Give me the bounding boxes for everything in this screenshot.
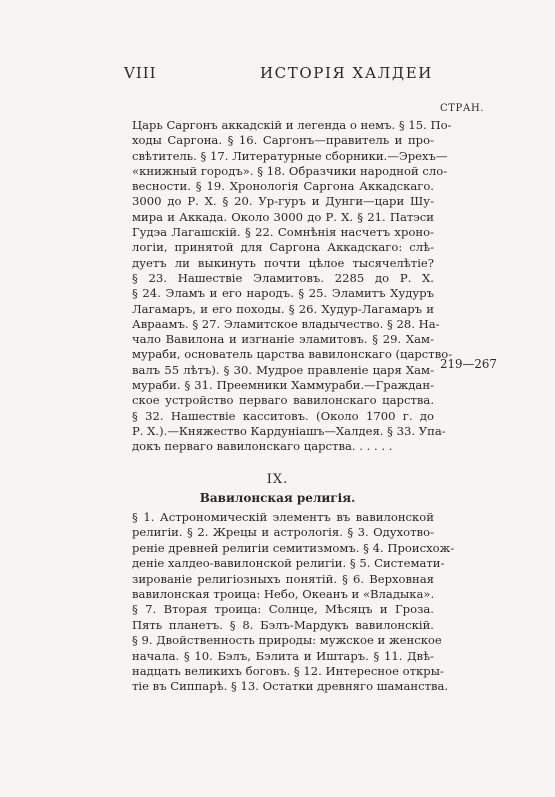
chapter-title: Вавилонская религія. — [199, 491, 356, 505]
text-line: мураби. § 31. Преемники Хаммураби.—Граждан- — [132, 378, 434, 393]
page-range: 219—267 — [440, 357, 497, 371]
text-line: начала. § 10. Бэлъ, Бэлита и Иштаръ. § 11. Двѣ- — [132, 648, 434, 663]
section-8-summary — [132, 118, 453, 455]
text-line: религіи. § 2. Жрецы и астрологія. § 3. Одухотво- — [132, 525, 434, 540]
text-line: мира и Аккада. Около 3000 до Р. Х. § 21. Патэси — [132, 209, 434, 224]
chapter-number: IX. — [266, 472, 289, 487]
text-line: докъ перваго вавилонскаго царства. . . . . . — [132, 439, 393, 454]
text-line: свѣтитель. § 17. Литературные сборники.—Эрехъ— — [132, 148, 448, 163]
text-line: Авраамъ. § 27. Эламитское владычество. § 28. На- — [132, 316, 440, 331]
text-line: § 9. Двойственность природы: мужское и женское — [132, 633, 442, 648]
text-line: 3000 до Р. Х. § 20. Ур-гуръ и Дунги—цари Шу- — [132, 194, 434, 209]
text-line: тіе въ Сиппарѣ. § 13. Остатки древняго шаманства. — [132, 679, 449, 694]
text-line: надцать великихъ боговъ. § 12. Интересное откры- — [132, 663, 444, 678]
text-line: весности. § 19. Хронологія Саргона Аккадскаго. — [132, 179, 434, 194]
page-number: VIII — [124, 64, 157, 82]
text-line: Царь Саргонъ аккадскій и легенда о немъ. § 15. По- — [132, 118, 452, 132]
text-line: § 24. Эламъ и его народъ. § 25. Эламитъ Худуръ — [132, 286, 434, 301]
text-line: Лагамаръ, и его походы. § 26. Худур-Лагамаръ и — [132, 301, 434, 316]
text-line: вавилонская троица: Небо, Океанъ и «Владыка». — [132, 586, 435, 601]
text-line: § 23. Нашествіе Эламитовъ. 2285 до Р. Х. — [132, 270, 434, 285]
text-line: валъ 55 лѣтъ). § 30. Мудрое правленіе царя Хам- — [132, 362, 434, 377]
text-line: § 7. Вторая троица: Солнце, Мѣсяцъ и Гроза. — [132, 602, 434, 617]
text-line: Гудэа Лагашскій. § 22. Сомнѣнія насчетъ хроно- — [132, 225, 434, 240]
text-line: ское устройство перваго вавилонскаго царства. — [132, 393, 434, 408]
text-line: Р. Х.).—Княжество Кардуніашъ—Халдея. § 33. Упа- — [132, 423, 446, 438]
section-9-summary — [132, 510, 455, 695]
text-line: ходы Саргона. § 16. Саргонъ—правитель и про- — [132, 133, 434, 148]
text-line: зированіе религіозныхъ понятій. § 6. Верховная — [132, 571, 434, 586]
text-line: § 32. Нашествіе касситовъ. (Около 1700 г. до — [132, 408, 434, 423]
text-line: Пять планетъ. § 8. Бэлъ-Мардукъ вавилонскій. — [132, 617, 434, 632]
text-line: чало Вавилона и изгнаніе эламитовъ. § 29. Хам- — [132, 332, 434, 347]
text-line: § 1. Астрономическій элементъ въ вавилонской — [132, 510, 434, 524]
running-title: ИСТОРІЯ ХАЛДЕИ — [260, 64, 433, 82]
page-column-label: СТРАН. — [440, 103, 485, 114]
text-line: деніе халдео-вавилонской религіи. § 5. Системати- — [132, 556, 445, 571]
text-line: мураби, основатель царства вавилонскаго (царство- — [132, 347, 453, 362]
text-line: дуетъ ли выкинуть почти цѣлое тысячелѣтіе? — [132, 255, 434, 270]
text-line: логіи, принятой для Саргона Аккадскаго: слѣ- — [132, 240, 434, 255]
text-line: реніе древней религіи семитизмомъ. § 4. Происхож- — [132, 540, 455, 555]
text-line: «книжный городъ». § 18. Образчики народной сло- — [132, 163, 448, 178]
